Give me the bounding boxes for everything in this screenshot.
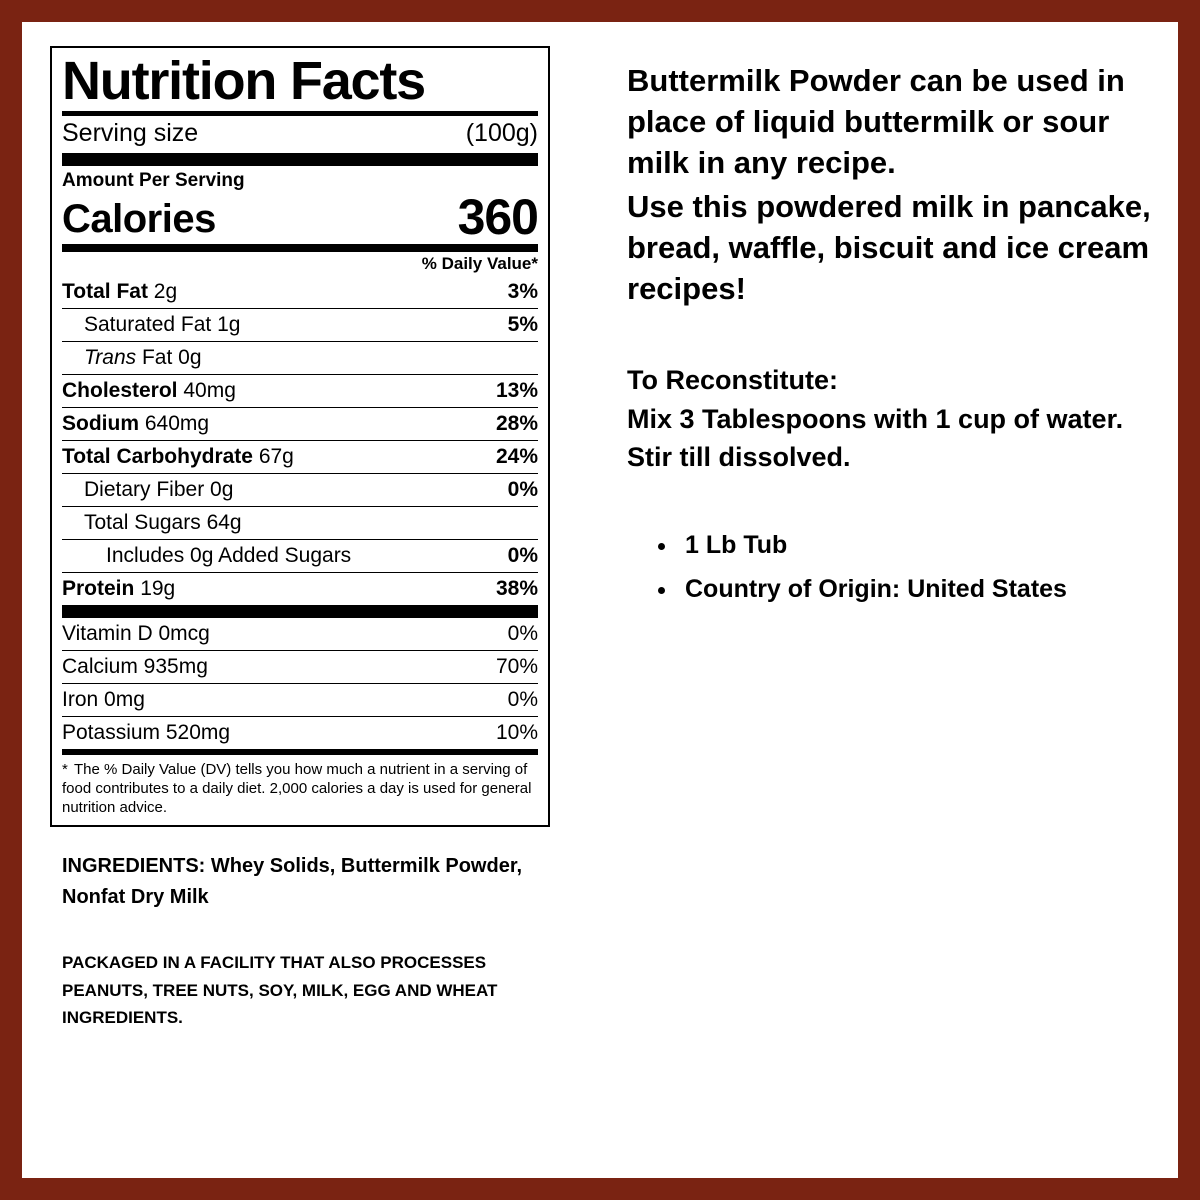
reconstitute-title: To Reconstitute: [627, 365, 838, 396]
nutrient-dv: 13% [495, 379, 538, 403]
nutrient-name: Sodium [62, 412, 139, 436]
footnote-text: The % Daily Value (DV) tells you how much a nutrient in a serving of food contributes to a daily diet. 2,000 calories a day is used for general nutrition advice. [62, 761, 532, 816]
right-column [595, 46, 1158, 1178]
nutrition-facts-panel [50, 46, 550, 827]
serving-size-value: (100g) [465, 119, 538, 148]
nutrient-label [62, 577, 175, 601]
description-paragraph-2: Use this powdered milk in pancake, bread, waffle, biscuit and ice cream recipes! [627, 188, 1151, 307]
nutrient-amount: 0g [210, 478, 234, 502]
nutrient-dv: 3% [507, 280, 538, 304]
product-info-page [22, 22, 1178, 1178]
reconstitute-line-1: Mix 3 Tablespoons with 1 cup of water. [627, 403, 1124, 434]
nutrient-name: Dietary Fiber [84, 478, 205, 502]
nutrient-amount: 40mg [183, 379, 236, 403]
nutrient-amount: 19g [140, 577, 176, 601]
nutrient-dv: 0% [507, 478, 538, 502]
table-row [62, 507, 538, 540]
nutrient-amount: 1g [217, 313, 241, 337]
nutrient-name: Protein [62, 577, 135, 601]
micronutrient-dv: 0% [507, 688, 538, 712]
table-row [62, 717, 538, 750]
nutrient-label [62, 412, 209, 436]
micronutrient-dv: 10% [495, 721, 538, 745]
nutrient-amount: 67g [258, 445, 294, 469]
nutrient-amount: 2g [153, 280, 178, 304]
table-row [62, 618, 538, 651]
nutrient-dv: 24% [495, 445, 538, 469]
table-row [62, 573, 538, 605]
reconstitute-line-2: Stir till dissolved. [627, 441, 851, 472]
micronutrient-label: Vitamin D 0mcg [62, 622, 210, 646]
nutrient-amount: 640mg [144, 412, 210, 436]
table-row [62, 309, 538, 342]
amount-per-serving-label: Amount Per Serving [62, 170, 245, 192]
nutrient-name: Cholesterol [62, 379, 178, 403]
nutrient-label [62, 445, 294, 469]
nutrient-amount: Fat 0g [141, 346, 202, 370]
nutrient-label: Includes 0g Added Sugars [106, 544, 352, 568]
table-row [62, 441, 538, 474]
table-row [62, 408, 538, 441]
nutrient-dv: 0% [507, 544, 538, 568]
micronutrient-label: Calcium 935mg [62, 655, 208, 679]
nutrient-label [62, 379, 236, 403]
nutrient-label [84, 346, 202, 370]
left-column [50, 46, 595, 1178]
table-row [62, 684, 538, 717]
micronutrient-dv: 70% [495, 655, 538, 679]
calories-value: 360 [457, 189, 538, 246]
micronutrient-label: Iron 0mg [62, 688, 145, 712]
allergen-statement: PACKAGED IN A FACILITY THAT ALSO PROCESSES PEANUTS, TREE NUTS, SOY, MILK, EGG AND WHEAT INGREDIENTS. [62, 953, 498, 1027]
list-item: • 1 Lb Tub [679, 524, 1158, 568]
nutrient-name: Total Fat [62, 280, 148, 304]
nutrition-facts-title: Nutrition Facts [62, 51, 426, 111]
product-detail-list [627, 524, 1158, 612]
table-row [62, 375, 538, 408]
nutrient-name: Trans [84, 346, 137, 370]
ingredients-text: INGREDIENTS: Whey Solids, Buttermilk Powder, Nonfat Dry Milk [62, 855, 523, 909]
nutrient-label [84, 313, 240, 337]
nutrient-label [62, 280, 177, 304]
serving-size-label: Serving size [62, 119, 199, 148]
table-row [62, 540, 538, 573]
table-row [62, 276, 538, 309]
list-item: • Country of Origin: United States [679, 568, 1158, 612]
nutrient-name: Total Carbohydrate [62, 445, 253, 469]
table-row [62, 474, 538, 507]
table-row [62, 342, 538, 375]
nutrient-dv: 5% [507, 313, 538, 337]
micronutrient-label: Potassium 520mg [62, 721, 231, 745]
daily-value-footnote [62, 755, 538, 819]
nutrient-name: Total Sugars [84, 511, 201, 535]
description-paragraph-1: Buttermilk Powder can be used in place of liquid buttermilk or sour milk in any recipe. [627, 63, 1125, 181]
table-row [62, 651, 538, 684]
nutrient-name: Saturated Fat [84, 313, 212, 337]
micronutrient-dv: 0% [507, 622, 538, 646]
nutrient-dv: 28% [495, 412, 538, 436]
serving-size-row [62, 116, 538, 153]
nutrient-amount: 64g [206, 511, 242, 535]
nutrient-dv: 38% [495, 577, 538, 601]
footnote-star: * [62, 761, 68, 779]
two-column-layout [22, 22, 1178, 1178]
calories-label: Calories [62, 197, 216, 242]
nutrient-label [84, 511, 242, 535]
nutrient-label [84, 478, 233, 502]
calories-row [62, 189, 538, 246]
daily-value-header: % Daily Value* [421, 254, 538, 274]
